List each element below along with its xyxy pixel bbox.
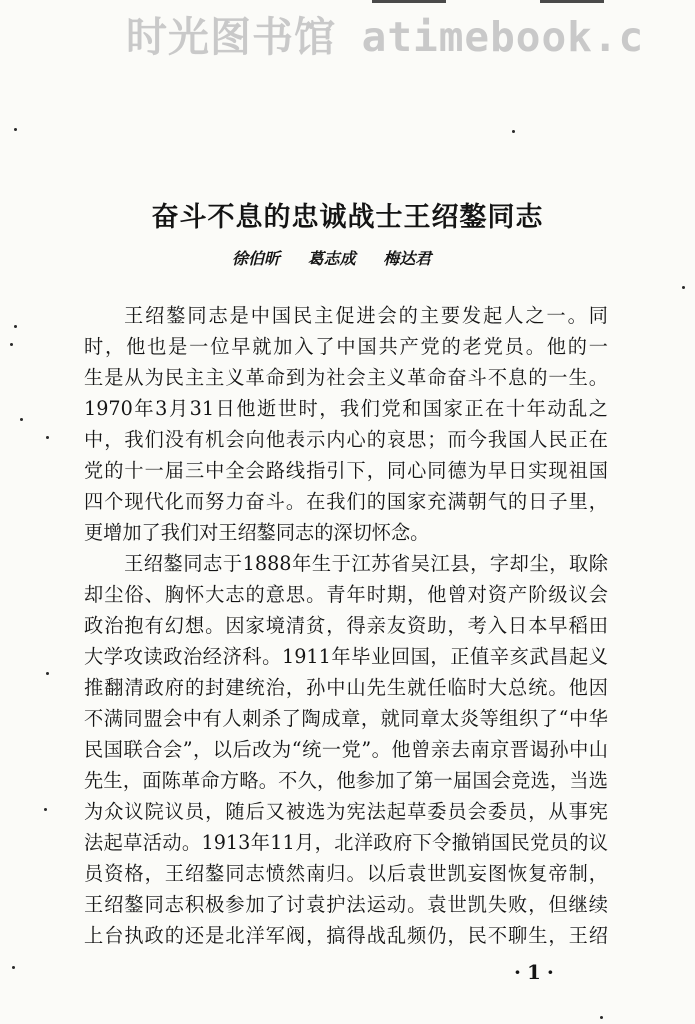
scan-speck	[600, 1016, 603, 1019]
text-line: 民国联合会”，以后改为“统一党”。他曾亲去南京晋谒孙中山	[84, 738, 608, 761]
scan-speck	[512, 130, 515, 133]
watermark: 时光图书馆 atimebook.c	[126, 13, 645, 61]
text-line: 王绍鏊同志积极参加了讨袁护法运动。袁世凯失败，但继续	[84, 893, 608, 916]
text-line: 不满同盟会中有人刺杀了陶成章，就同章太炎等组织了“中华	[84, 707, 608, 730]
text-line: 中，我们没有机会向他表示内心的哀思；而今我国人民正在	[84, 428, 608, 451]
top-rule-right	[540, 0, 604, 3]
text-line: 时，他也是一位早就加入了中国共产党的老党员。他的一	[84, 335, 608, 358]
text-line: 推翻清政府的封建统治，孙中山先生就任临时大总统。他因	[84, 676, 608, 699]
author-line	[232, 246, 453, 269]
text-line: 王绍鏊同志于1888年生于江苏省吴江县，字却尘，取除	[124, 552, 608, 575]
scan-speck	[682, 286, 685, 289]
text-line: 员资格，王绍鏊同志愤然南归。以后袁世凯妄图恢复帝制，	[84, 862, 608, 885]
text-line: 法起草活动。1913年11月，北洋政府下令撤销国民党员的议	[84, 831, 608, 854]
author-name: 梅达君	[383, 249, 432, 268]
page-number: ·1·	[514, 960, 560, 984]
text-line: 上台执政的还是北洋军阀，搞得战乱频仍，民不聊生，王绍	[84, 924, 608, 947]
text-line: 大学攻读政治经济科。1911年毕业回国，正值辛亥武昌起义	[84, 645, 608, 668]
author-name: 徐伯昕	[232, 249, 281, 268]
article-title: 奋斗不息的忠诚战士王绍鏊同志	[151, 202, 544, 233]
text-line: 生是从为民主主义革命到为社会主义革命奋斗不息的一生。	[84, 366, 608, 389]
paragraph-2	[84, 548, 608, 951]
scan-speck	[46, 672, 49, 675]
scan-speck	[10, 343, 13, 346]
text-line: 政治抱有幻想。因家境清贫，得亲友资助，考入日本早稻田	[84, 614, 608, 637]
text-line: 四个现代化而努力奋斗。在我们的国家充满朝气的日子里，	[84, 490, 608, 513]
paragraph-1	[84, 300, 608, 548]
author-name: 葛志成	[307, 249, 356, 268]
text-line: 1970年3月31日他逝世时，我们党和国家正在十年动乱之	[84, 397, 608, 420]
top-rule-left	[372, 0, 446, 3]
text-line: 党的十一届三中全会路线指引下，同心同德为早日实现祖国	[84, 459, 608, 482]
scan-speck	[12, 966, 15, 969]
scan-speck	[14, 325, 17, 328]
text-line: 王绍鏊同志是中国民主促进会的主要发起人之一。同	[124, 304, 608, 327]
scan-speck	[20, 418, 23, 421]
text-line: 更增加了我们对王绍鏊同志的深切怀念。	[84, 521, 430, 544]
article-body	[84, 300, 608, 951]
scan-speck	[46, 436, 49, 439]
scan-speck	[44, 808, 47, 811]
scan-speck	[14, 128, 17, 131]
text-line: 却尘俗、胸怀大志的意思。青年时期，他曾对资产阶级议会	[84, 583, 608, 606]
text-line: 先生，面陈革命方略。不久，他参加了第一届国会竞选，当选	[84, 769, 608, 792]
text-line: 为众议院议员，随后又被选为宪法起草委员会委员，从事宪	[84, 800, 608, 823]
